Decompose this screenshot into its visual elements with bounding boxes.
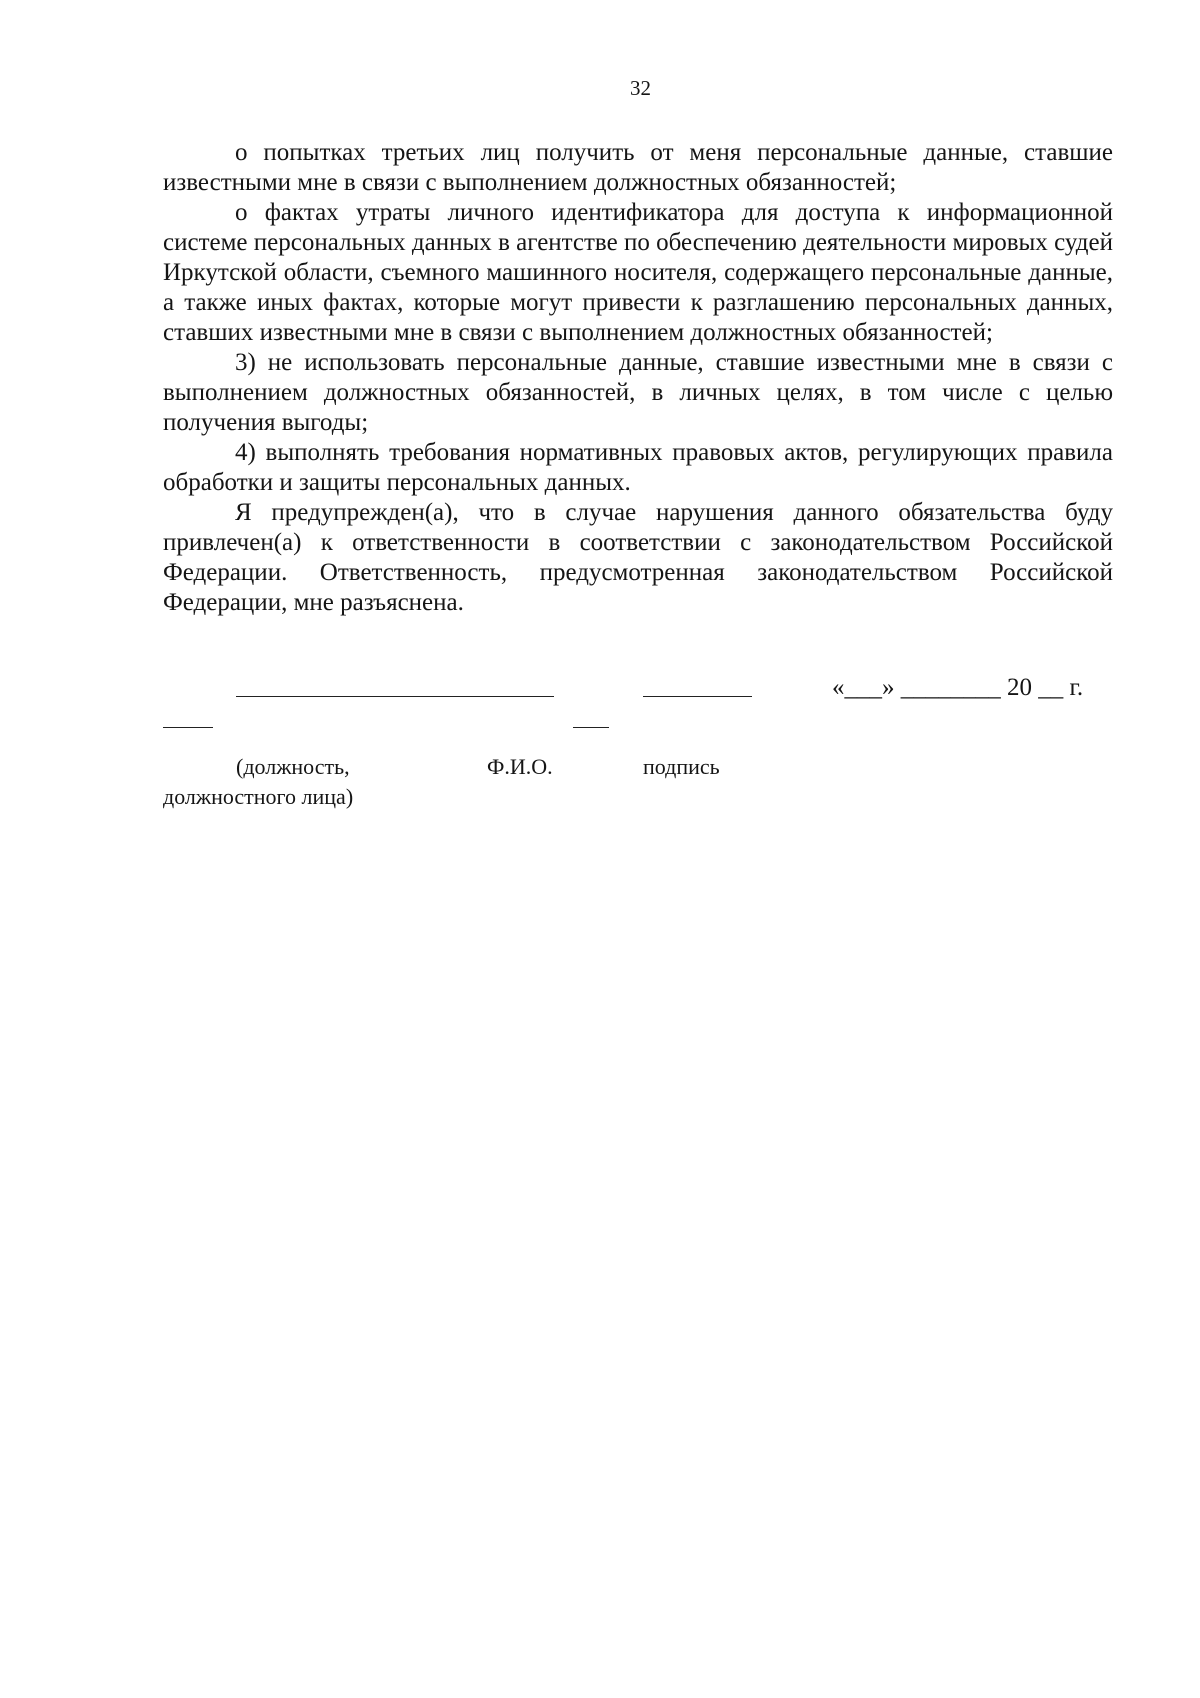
caption-position-line2: должностного лица) — [163, 784, 354, 809]
caption-name: Ф.И.О. — [487, 754, 553, 779]
caption-position-line1: (должность, — [236, 754, 350, 779]
signature-block — [0, 0, 1200, 809]
paragraph-warning: Я предупрежден(а), что в случае нарушения данного обязательства буду привлечен(а) к ответственности в соответствии с законодательством Российской Федерации. Ответственность, предусмотренная законодательством Российской Федерации, мне разъяснена. — [163, 499, 1113, 616]
paragraph-item-4: 4) выполнять требования нормативных правовых актов, регулирующих правила обработки и защиты персональных данных. — [163, 439, 1113, 496]
date-field: «___» ________ 20 __ г. — [832, 674, 1084, 701]
page-number: 32 — [630, 76, 651, 100]
caption-position-continued — [163, 782, 353, 812]
name-blank-line-continued — [573, 727, 609, 728]
name-blank-line — [643, 696, 752, 697]
position-blank-line-continued — [163, 727, 213, 728]
caption-signature: подпись — [643, 754, 720, 779]
paragraph-loss-facts: о фактах утраты личного идентификатора для доступа к информационной системе персональных данных в агентстве по обеспечению деятельности мировых судей Иркутской области, съемного машинного носителя, содержащего персональные данные, а также иных фактах, которые могут привести к разглашению персональных данных, ставших известными мне в связи с выполнением должностных обязанностей; — [163, 199, 1113, 346]
paragraph-item-3: 3) не использовать персональные данные, ставшие известными мне в связи с выполнением должностных обязанностей, в личных целях, в том числе с целью получения выгоды; — [163, 349, 1113, 436]
position-blank-line — [236, 696, 554, 697]
caption-position — [236, 752, 350, 782]
paragraph-third-party-attempts: о попытках третьих лиц получить от меня персональные данные, ставшие известными мне в связи с выполнением должностных обязанностей; — [163, 139, 1113, 196]
